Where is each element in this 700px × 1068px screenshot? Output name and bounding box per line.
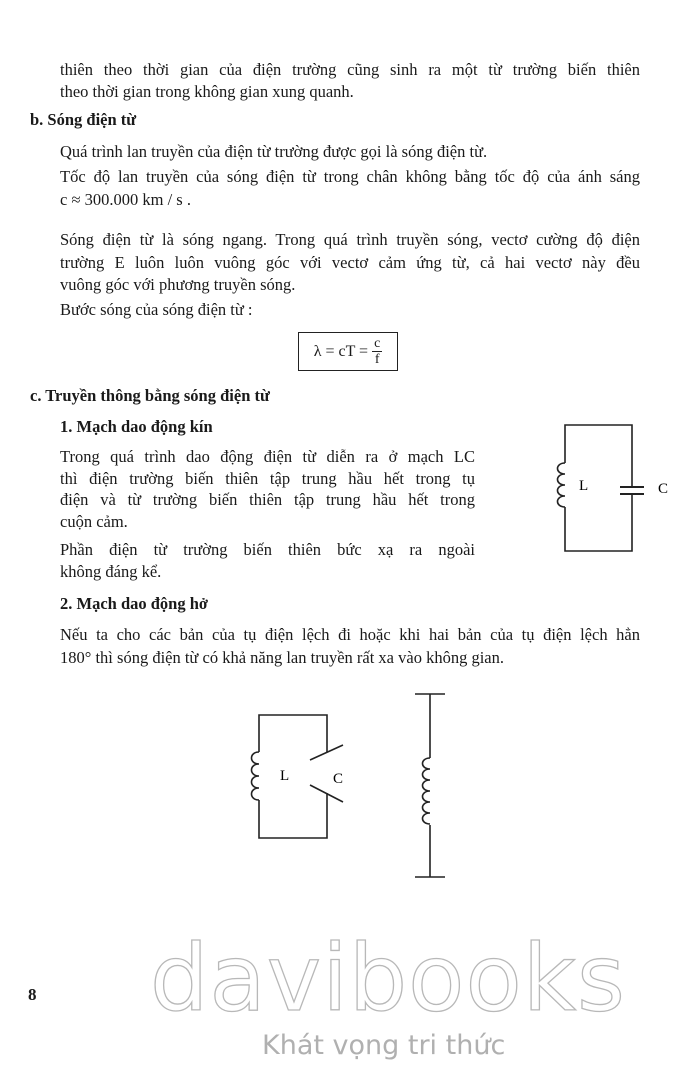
inductor-coil-icon: [252, 752, 260, 800]
paragraph-line: cuộn cảm.: [60, 512, 128, 531]
label-c: C: [658, 481, 669, 497]
formula-numerator: c: [374, 336, 381, 351]
formula-fraction: [372, 336, 382, 367]
paragraph-line: vuông góc với phương truyền sóng.: [60, 275, 296, 294]
paragraph-line: không đáng kể.: [60, 562, 162, 581]
intro-line: theo thời gian trong không gian xung quanh.: [60, 82, 354, 101]
paragraph: Bước sóng của sóng điện từ :: [60, 300, 253, 319]
page-number: 8: [28, 985, 37, 1004]
paragraph-line: Nếu ta cho các bản của tụ điện lệch đi hoặc khi hai bản của tụ điện lệch hẳn: [60, 625, 640, 644]
wavelength-formula: [298, 332, 398, 371]
inductor-coil-icon: [558, 463, 566, 507]
paragraph: Quá trình lan truyền của điện từ trường được gọi là sóng điện từ.: [60, 142, 488, 161]
paragraph-line: Phần điện từ trường biến thiên bức xạ ra ngoài: [60, 540, 475, 559]
label-l: L: [579, 478, 589, 494]
label-l: L: [280, 768, 290, 784]
closed-lc-circuit-diagram: [540, 415, 680, 560]
watermark-brand: davibooks: [150, 925, 626, 1032]
paragraph-line: Sóng điện từ là sóng ngang. Trong quá trình truyền sóng, vectơ cường độ điện: [60, 230, 640, 249]
paragraph-line: 180° thì sóng điện từ có khả năng lan truyền rất xa vào không gian.: [60, 648, 504, 667]
formula-lhs: λ = cT =: [313, 342, 369, 360]
formula-denominator: f: [374, 352, 380, 367]
subsection-1-heading: 1. Mạch dao động kín: [60, 417, 213, 436]
paragraph-line: Trong quá trình dao động điện từ diễn ra ở mạch LC: [60, 447, 475, 466]
paragraph-line: Tốc độ lan truyền của sóng điện từ trong chân không bằng tốc độ của ánh sáng: [60, 167, 640, 186]
section-c-heading: c. Truyền thông bằng sóng điện từ: [30, 386, 270, 405]
watermark-slogan: Khát vọng tri thức: [262, 1030, 506, 1061]
section-b-heading: b. Sóng điện từ: [30, 110, 137, 129]
antenna-icon: [415, 694, 445, 877]
antenna-coil-icon: [423, 758, 431, 824]
intro-line: thiên theo thời gian của điện trường cũng sinh ra một từ trường biến thiên: [60, 60, 640, 79]
paragraph-line: c ≈ 300.000 km / s .: [60, 190, 191, 209]
label-c: C: [333, 771, 344, 787]
paragraph-line: điện và từ trường biến thiên tập trung hầu hết trong: [60, 490, 475, 509]
open-lc-circuit-diagram: [235, 690, 455, 885]
subsection-2-heading: 2. Mạch dao động hở: [60, 594, 209, 613]
paragraph-line: thì điện trường biến thiên tập trung hầu hết trong tụ: [60, 469, 475, 488]
capacitor-icon: [620, 487, 644, 494]
paragraph-line: trường E luôn luôn vuông góc với vectơ cảm ứng từ, cả hai vectơ này đều: [60, 253, 640, 272]
